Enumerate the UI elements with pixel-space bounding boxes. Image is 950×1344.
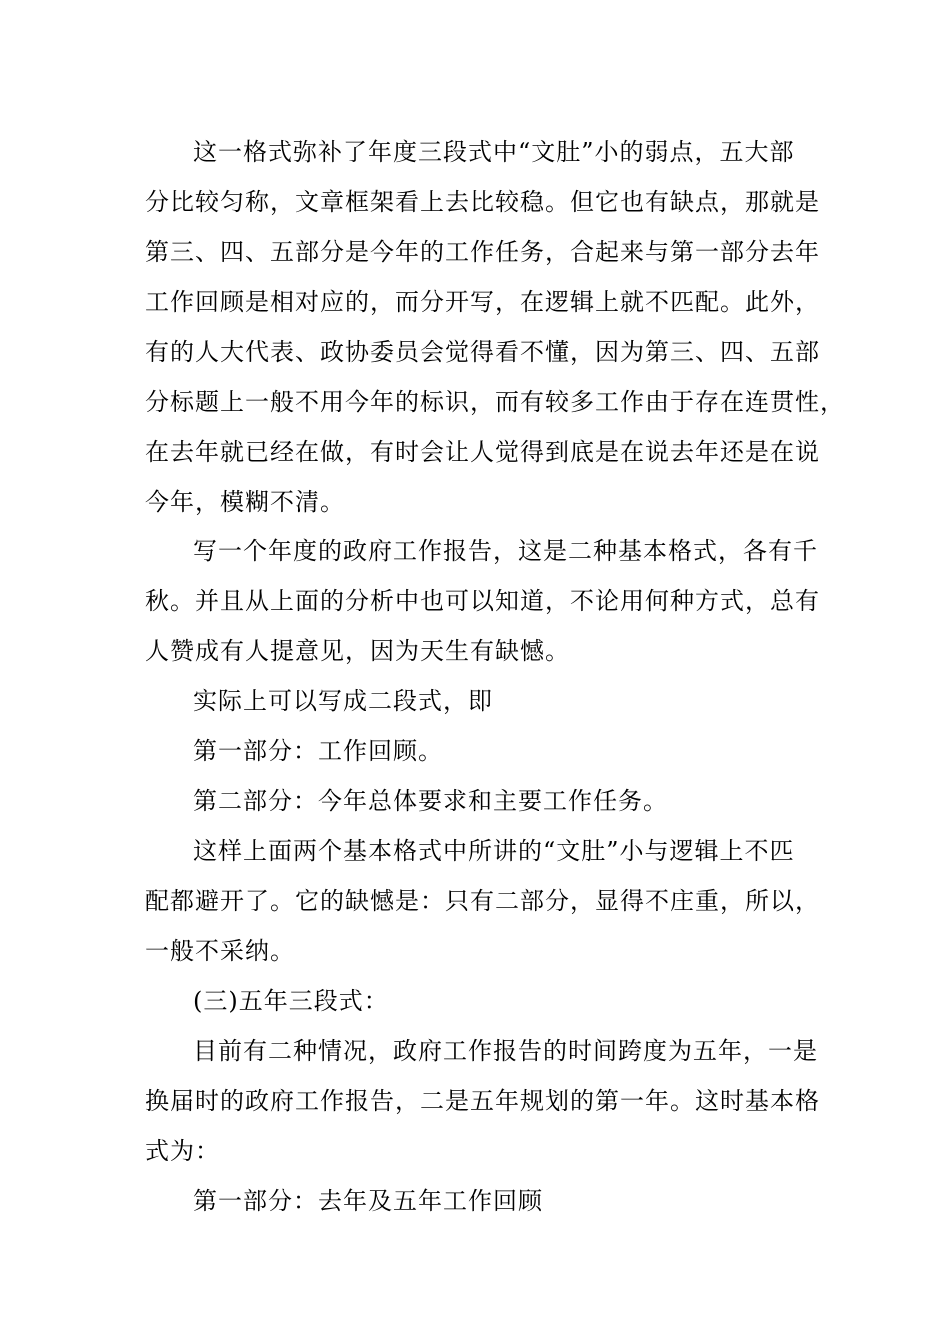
paragraph-line: 一般不采纳。 bbox=[145, 937, 295, 965]
paragraph-line: 第二部分：今年总体要求和主要工作任务。 bbox=[193, 787, 668, 815]
paragraph-line: 第三、四、五部分是今年的工作任务，合起来与第一部分去年 bbox=[145, 238, 820, 266]
paragraph-line: 配都避开了。它的缺憾是：只有二部分，显得不庄重，所以， bbox=[145, 887, 820, 915]
paragraph-line: 人赞成有人提意见，因为天生有缺憾。 bbox=[145, 637, 570, 665]
paragraph-line: 写一个年度的政府工作报告，这是二种基本格式，各有千 bbox=[193, 537, 818, 565]
paragraph-line: 这样上面两个基本格式中所讲的“文肚”小与逻辑上不匹 bbox=[193, 837, 795, 865]
paragraph-line: 分标题上一般不用今年的标识，而有较多工作由于存在连贯性， bbox=[145, 388, 845, 416]
paragraph-line: 第一部分：工作回顾。 bbox=[193, 737, 443, 765]
paragraph-line: 分比较匀称，文章框架看上去比较稳。但它也有缺点，那就是 bbox=[145, 188, 820, 216]
paragraph-line: 目前有二种情况，政府工作报告的时间跨度为五年，一是 bbox=[193, 1037, 818, 1065]
paragraph-line: 换届时的政府工作报告，二是五年规划的第一年。这时基本格 bbox=[145, 1087, 820, 1115]
paragraph-line: 工作回顾是相对应的，而分开写，在逻辑上就不匹配。此外， bbox=[145, 288, 820, 316]
section-heading: (三)五年三段式： bbox=[193, 987, 389, 1015]
paragraph-line: 第一部分：去年及五年工作回顾 bbox=[193, 1187, 543, 1215]
paragraph-line: 实际上可以写成二段式，即 bbox=[193, 687, 493, 715]
paragraph-line: 在去年就已经在做，有时会让人觉得到底是在说去年还是在说 bbox=[145, 438, 820, 466]
paragraph-line: 式为： bbox=[145, 1137, 220, 1165]
paragraph-line: 秋。并且从上面的分析中也可以知道，不论用何种方式，总有 bbox=[145, 587, 820, 615]
paragraph-line: 今年，模糊不清。 bbox=[145, 488, 345, 516]
paragraph-line: 这一格式弥补了年度三段式中“文肚”小的弱点，五大部 bbox=[193, 138, 795, 166]
paragraph-line: 有的人大代表、政协委员会觉得看不懂，因为第三、四、五部 bbox=[145, 338, 820, 366]
